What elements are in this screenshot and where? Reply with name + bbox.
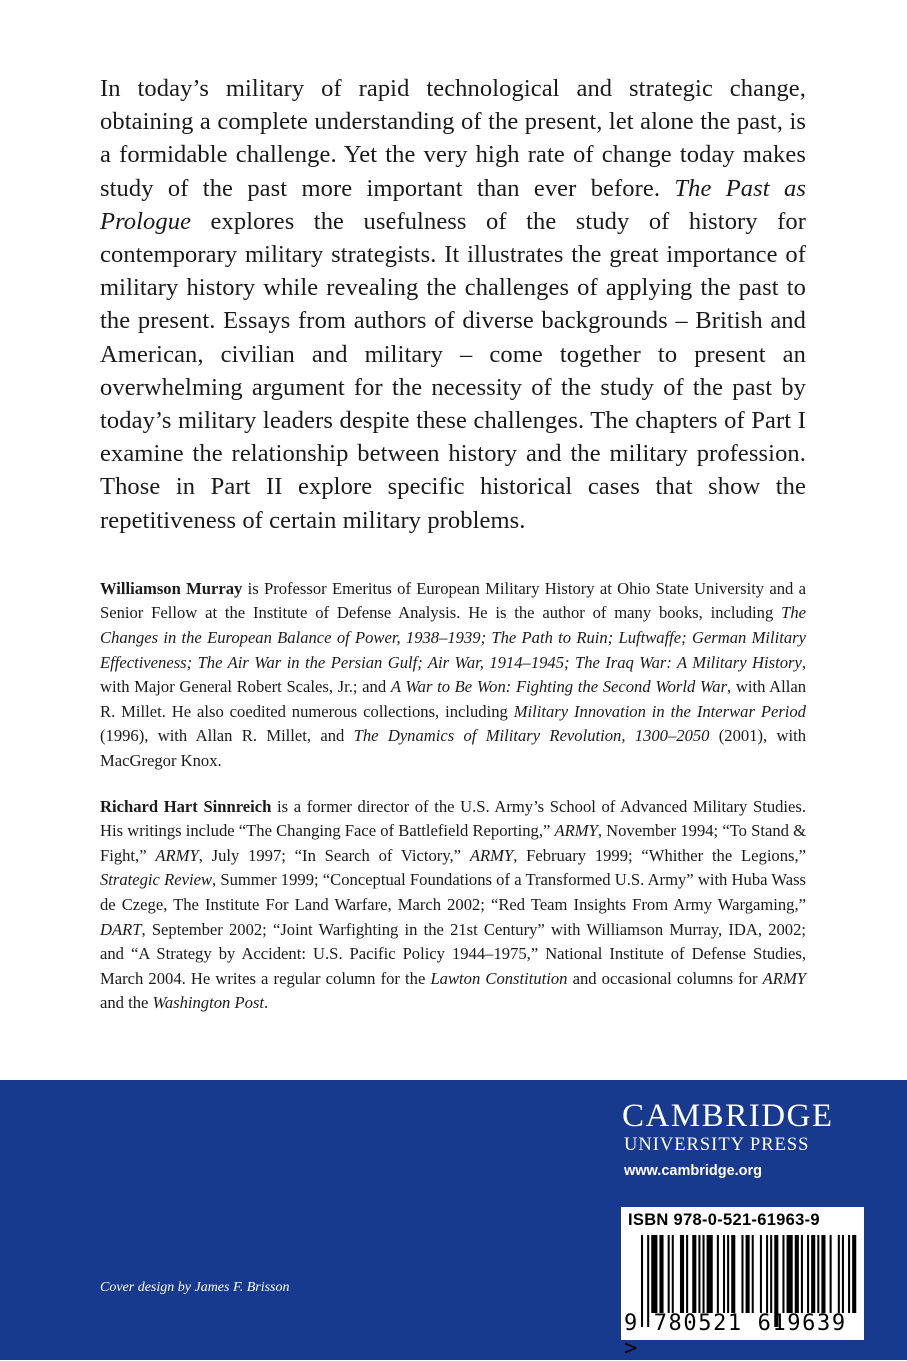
barcode-bar <box>838 1235 840 1313</box>
barcode-bar <box>741 1235 743 1313</box>
isbn-barcode <box>621 1207 864 1361</box>
barcode-bar <box>698 1235 700 1313</box>
barcode-bar <box>842 1235 844 1313</box>
barcode-bar <box>830 1235 832 1313</box>
book-title: The Past as Prologue <box>100 174 806 235</box>
author-name: Richard Hart Sinnreich <box>100 796 272 816</box>
barcode-bar <box>731 1235 735 1313</box>
barcode-bar <box>821 1235 825 1313</box>
author-bio-sinnreich: Richard Hart Sinnreich is a former director of the U.S. Army’s School of Advanced Military Studies. His writings include “The Changing Face of Battlefield Reporting,” ARMY, November 1994; “To Stand & Fight,” ARMY, July 1997; “In Search of Victory,” ARMY, February 1999; “Whither the Legions,” Strategic Review, Summer 1999; “Conceptual Foundations of a Transformed U.S. Army” with Huba Wass de Czege, The Institute For Land Warfare, March 2002; “Red Team Insights From Army Wargaming,” DART, September 2002; “Joint Warfighting in the 21st Century” with Williamson Murray, IDA, 2002; and “A Strategy by Accident: U.S. Pacific Policy 1944–1975,” National Institute of Defense Studies, March 2004. He writes a regular column for the Lawton Constitution and occasional columns for ARMY and the Washington Post. <box>100 796 807 1013</box>
barcode-bar <box>852 1235 856 1313</box>
publisher-band <box>0 1080 907 1360</box>
barcode-bar <box>766 1235 768 1313</box>
barcode-bar <box>707 1235 713 1313</box>
author-name: Williamson Murray <box>100 578 243 598</box>
publisher-url: www.cambridge.org <box>624 1163 763 1179</box>
isbn-label: ISBN 978-0-521-61963-9 <box>628 1211 820 1229</box>
barcode-bar <box>668 1235 670 1313</box>
barcode-bar <box>672 1235 674 1313</box>
barcode-bar <box>727 1235 729 1313</box>
barcode-bar <box>770 1235 772 1313</box>
publisher-press: UNIVERSITY PRESS <box>624 1135 810 1155</box>
barcode-bar <box>787 1235 793 1313</box>
barcode-bar <box>723 1235 725 1313</box>
barcode-bar <box>717 1235 719 1313</box>
barcode-bar <box>801 1235 803 1313</box>
barcode-bar <box>703 1235 705 1313</box>
barcode-bar <box>659 1235 663 1313</box>
barcode-bar <box>752 1235 754 1313</box>
barcode-bar <box>686 1235 688 1313</box>
barcode-bar <box>848 1235 850 1313</box>
back-cover-text <box>100 72 806 1016</box>
barcode-bar <box>746 1235 750 1313</box>
publisher-name: CAMBRIDGE <box>622 1098 834 1134</box>
barcode-bar <box>760 1235 762 1313</box>
barcode-bar <box>817 1235 819 1313</box>
barcode-bar <box>782 1235 784 1313</box>
cover-design-credit: Cover design by James F. Brisson <box>100 1280 290 1295</box>
barcode-bar <box>811 1235 815 1313</box>
publisher-logo <box>622 1099 862 1181</box>
barcode-bar <box>692 1235 696 1313</box>
book-description: In today’s military of rapid technological and strategic change, obtaining a complete understanding of the present, let alone the past, is a formidable challenge. Yet the very high rate of change today makes study of the past more important than ever before. The Past as Prologue explores the usefulness of the study of history for contemporary military strategists. It illustrates the great importance of military history while revealing the challenges of applying the past to the present. Essays from authors of diverse backgrounds – British and American, civilian and military – come together to present an overwhelming argument for the necessity of the study of the past by today’s military leaders despite these challenges. The chapters of Part I examine the relationship between history and the military profession. Those in Part II explore specific historical cases that show the repetitiveness of certain military problems. <box>100 75 806 534</box>
barcode-bar <box>795 1235 799 1313</box>
barcode-bar <box>680 1235 684 1313</box>
ean-digits: 9 780521 619639 > <box>624 1311 847 1361</box>
barcode-bar <box>651 1235 657 1313</box>
author-bio-murray: Williamson Murray is Professor Emeritus of European Military History at Ohio State University and a Senior Fellow at the Institute of Defense Analysis. He is the author of many books, including The Changes in the European Balance of Power, 1938–1939; The Path to Ruin; Luftwaffe; German Military Effectiveness; The Air War in the Persian Gulf; Air War, 1914–1945; The Iraq War: A Military History, with Major General Robert Scales, Jr.; and A War to Be Won: Fighting the Second World War, with Allan R. Millet. He also coedited numerous collections, including Military Innovation in the Interwar Period (1996), with Allan R. Millet, and The Dynamics of Military Revolution, 1300–2050 (2001), with MacGregor Knox. <box>100 578 807 770</box>
barcode-bar <box>807 1235 809 1313</box>
